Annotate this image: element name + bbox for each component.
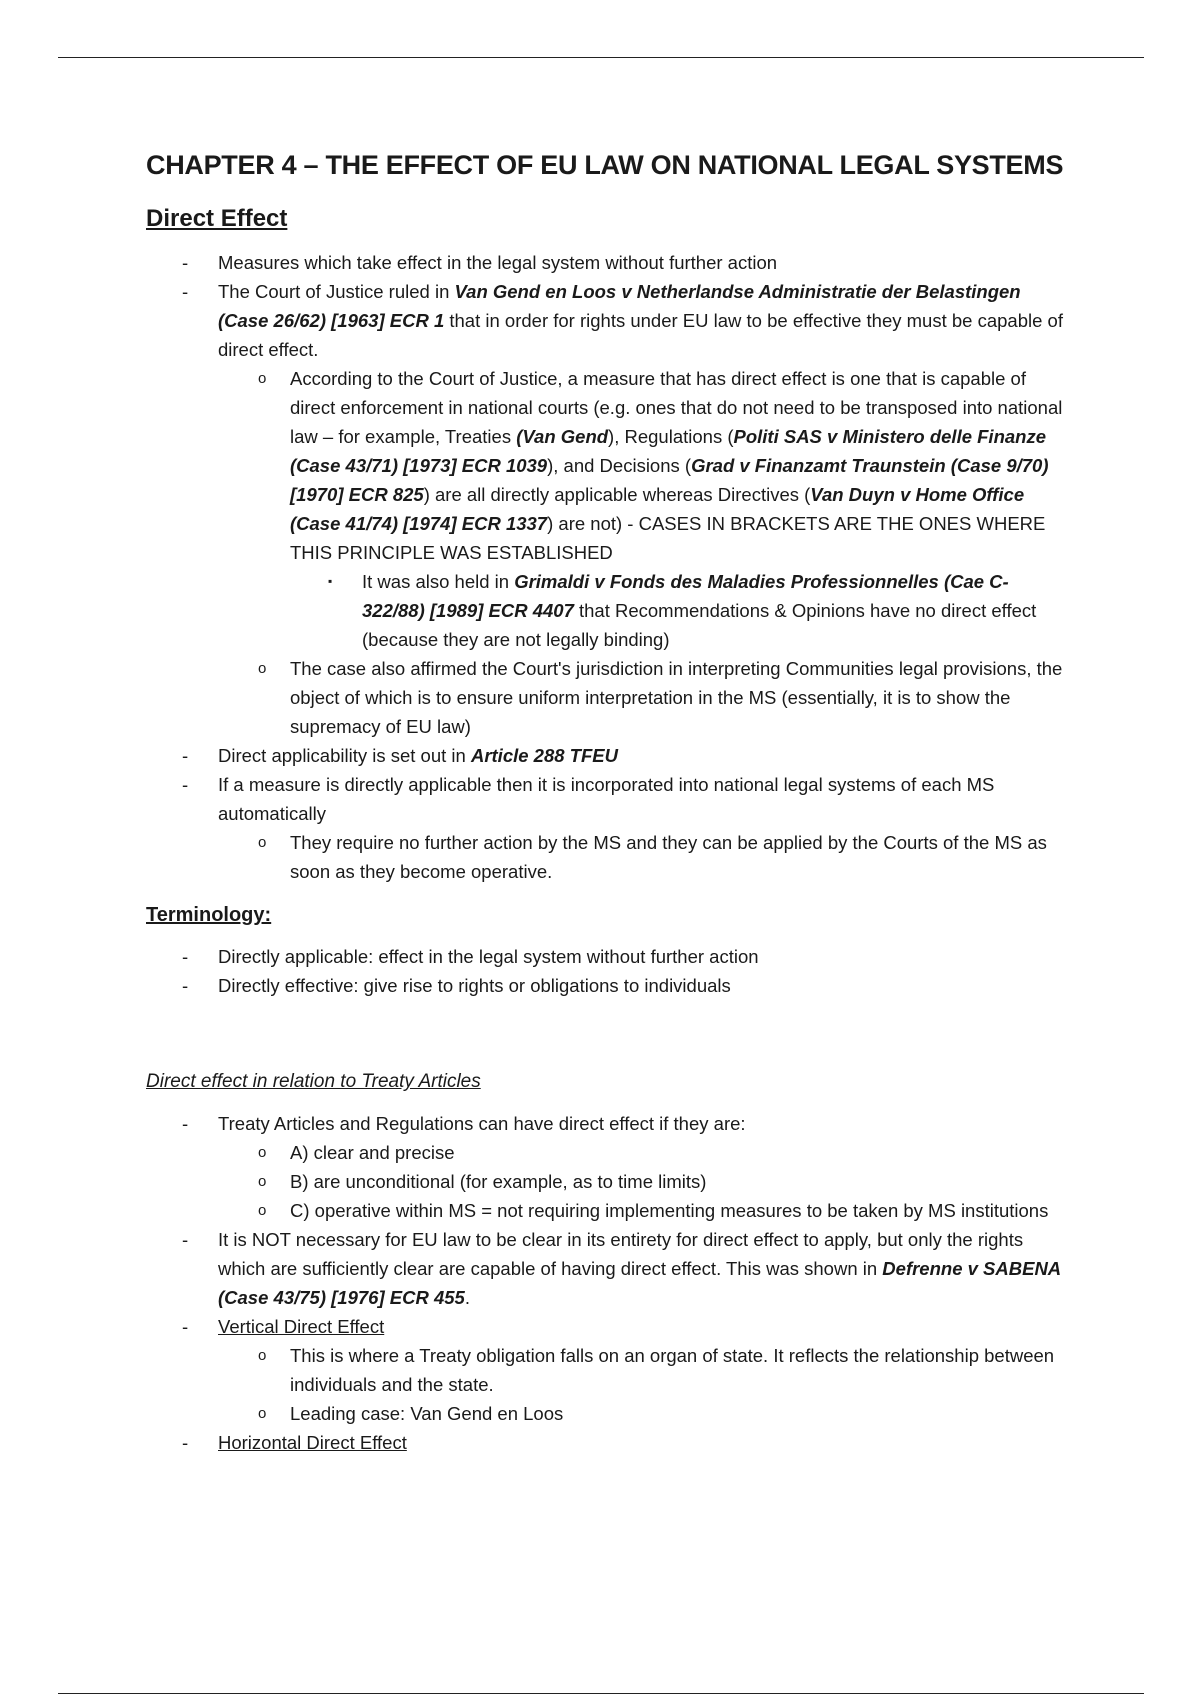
section-heading-treaty-articles: Direct effect in relation to Treaty Articles	[146, 1071, 481, 1093]
list-item	[218, 1167, 1066, 1196]
case-citation: Van Duyn v Home Office (Case 41/74) [1974] ECR 1337	[290, 484, 1025, 535]
list-item	[146, 1428, 1066, 1457]
item-text: ), and Decisions (	[547, 455, 692, 477]
item-text: It was also held in	[362, 571, 515, 593]
dash-marker: -	[182, 1315, 189, 1337]
list-item	[146, 248, 1066, 277]
item-text: Measures which take effect in the legal system without further action	[218, 252, 778, 274]
sub-sub-list	[290, 567, 1066, 654]
dash-marker: -	[182, 774, 189, 796]
item-text: that Recommendations & Opinions have no direct effect (because they are not legally binding)	[362, 600, 1037, 651]
list-item	[146, 1225, 1066, 1312]
item-text: The Court of Justice ruled in	[218, 281, 455, 303]
article-citation: Article 288 TFEU	[470, 745, 618, 767]
dash-marker: -	[182, 1228, 189, 1250]
circle-marker: o	[258, 1346, 267, 1364]
case-citation: Grad v Finanzamt Traunstein (Case 9/70) [1970] ECR 825	[290, 455, 1049, 506]
list-item	[218, 1196, 1066, 1225]
sub-list	[218, 1341, 1066, 1428]
list-item	[218, 364, 1066, 654]
item-text: B) are unconditional (for example, as to time limits)	[290, 1170, 707, 1192]
item-text: A) clear and precise	[290, 1141, 455, 1163]
list-item	[146, 277, 1066, 741]
item-text: Direct applicability is set out in	[218, 745, 471, 767]
item-text: The case also affirmed the Court's jurisdiction in interpreting Communities legal provisions, the object of which is to ensure uniform interpretation in the MS (essentially, it is to show the supremacy of EU law)	[290, 658, 1063, 738]
circle-marker: o	[258, 370, 267, 388]
list-item	[146, 741, 1066, 770]
circle-marker: o	[258, 1172, 267, 1190]
document-page	[146, 148, 1066, 1457]
list-item	[218, 1341, 1066, 1399]
item-text: Directly applicable: effect in the legal system without further action	[218, 946, 759, 968]
item-text: According to the Court of Justice, a measure that has direct effect is one that is capable of direct enforcement in national courts (e.g. ones that do not need to be transposed into national law – for example, Treaties	[290, 368, 1063, 448]
item-text: C) operative within MS = not requiring implementing measures to be taken by MS institutions	[290, 1199, 1049, 1221]
sub-list	[218, 364, 1066, 741]
dash-marker: -	[182, 252, 189, 274]
sub-list	[218, 1138, 1066, 1225]
item-text: ) are all directly applicable whereas Directives (	[423, 484, 811, 506]
item-text: .	[464, 1286, 470, 1308]
item-text: Directly effective: give rise to rights or obligations to individuals	[218, 975, 731, 997]
dash-marker: -	[182, 1112, 189, 1134]
list-item	[146, 1109, 1066, 1225]
list-item	[290, 567, 1066, 654]
circle-marker: o	[258, 834, 267, 852]
item-text: ) are not) - CASES IN BRACKETS ARE THE ONES WHERE THIS PRINCIPLE WAS ESTABLISHED	[290, 513, 1046, 564]
case-citation: (Van Gend	[516, 426, 609, 448]
item-text: This is where a Treaty obligation falls on an organ of state. It reflects the relationship between individuals and the state.	[290, 1344, 1055, 1395]
square-marker: ▪	[328, 574, 333, 589]
dash-marker: -	[182, 1431, 189, 1453]
direct-effect-list	[146, 248, 1066, 886]
list-item	[146, 770, 1066, 886]
circle-marker: o	[258, 1404, 267, 1422]
list-item	[218, 654, 1066, 741]
sub-list	[218, 828, 1066, 886]
item-text: They require no further action by the MS and they can be applied by the Courts of the MS as soon as they become operative.	[290, 832, 1047, 883]
section-heading-terminology: Terminology:	[146, 904, 272, 927]
section-heading-direct-effect: Direct Effect	[146, 205, 288, 233]
item-text: that in order for rights under EU law to be effective they must be capable of direct effect.	[218, 310, 1063, 361]
item-text: Leading case: Van Gend en Loos	[290, 1402, 564, 1424]
header-rule	[58, 57, 1144, 58]
chapter-title: CHAPTER 4 – THE EFFECT OF EU LAW ON NATIONAL LEGAL SYSTEMS	[146, 150, 1064, 180]
dash-marker: -	[182, 745, 189, 767]
item-text: If a measure is directly applicable then it is incorporated into national legal systems of each MS automatically	[218, 774, 995, 825]
circle-marker: o	[258, 660, 267, 678]
dash-marker: -	[182, 281, 189, 303]
case-citation: Defrenne v SABENA (Case 43/75) [1976] ECR 455	[218, 1257, 1061, 1308]
circle-marker: o	[258, 1201, 267, 1219]
circle-marker: o	[258, 1143, 267, 1161]
case-citation: Politi SAS v Ministero delle Finanze (Case 43/71) [1973] ECR 1039	[290, 426, 1047, 477]
list-item	[218, 828, 1066, 886]
subheading-horizontal-direct-effect: Horizontal Direct Effect	[218, 1431, 407, 1453]
case-citation: Van Gend en Loos v Netherlandse Administratie der Belastingen (Case 26/62) [1963] ECR 1	[218, 281, 1021, 332]
list-item	[146, 942, 1066, 971]
terminology-list	[146, 942, 1066, 1000]
list-item	[218, 1399, 1066, 1428]
dash-marker: -	[182, 946, 189, 968]
list-item	[146, 971, 1066, 1000]
dash-marker: -	[182, 975, 189, 997]
footer-rule	[58, 1693, 1144, 1694]
list-item	[218, 1138, 1066, 1167]
item-text: It is NOT necessary for EU law to be clear in its entirety for direct effect to apply, but only the rights which are sufficiently clear are capable of having direct effect. This was shown in	[218, 1228, 1024, 1279]
item-text: Treaty Articles and Regulations can have direct effect if they are:	[218, 1112, 746, 1134]
item-text: ), Regulations (	[608, 426, 734, 448]
case-citation: Grimaldi v Fonds des Maladies Professionnelles (Cae C-322/88) [1989] ECR 4407	[362, 571, 1009, 622]
subheading-vertical-direct-effect: Vertical Direct Effect	[218, 1315, 385, 1337]
list-item	[146, 1312, 1066, 1428]
treaty-list	[146, 1109, 1066, 1457]
